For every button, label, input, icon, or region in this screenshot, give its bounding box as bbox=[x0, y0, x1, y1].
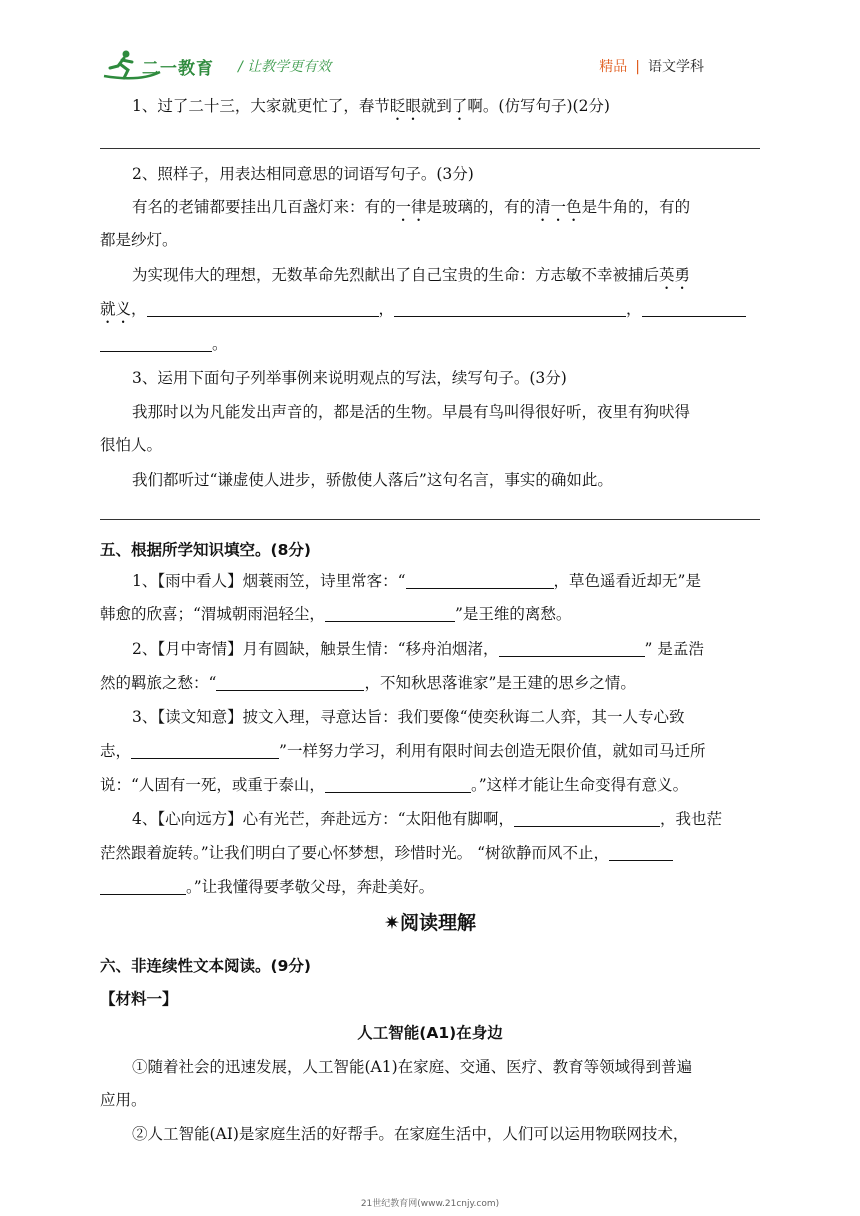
comma: ， bbox=[378, 300, 395, 318]
q4-2-answer-row bbox=[100, 298, 760, 327]
fill-blank[interactable] bbox=[100, 335, 212, 352]
fill-blank[interactable] bbox=[131, 742, 279, 759]
page-header bbox=[100, 48, 760, 84]
q5-1-line-2 bbox=[100, 603, 760, 625]
q5-4-line-3 bbox=[100, 876, 760, 898]
q4-2-ex-c: 是牛角的，有的 bbox=[581, 198, 691, 216]
answer-line[interactable] bbox=[100, 148, 760, 149]
q4-2-answer-row-2 bbox=[100, 333, 760, 355]
q4-1-pre: 1、过了二十三，大家就更忙了，春节 bbox=[132, 97, 390, 115]
q5-2-a: 2、【月中寄情】月有圆缺，触景生情：“移舟泊烟渚， bbox=[132, 640, 499, 658]
fill-blank[interactable] bbox=[325, 776, 471, 793]
q4-1-mid: 就到 bbox=[420, 97, 452, 115]
q5-3-line-1: 3、【读文知意】披文入理，寻意达旨：我们要像“使奕秋诲二人弈，其一人专心致 bbox=[132, 708, 685, 726]
q5-2-c: 然的羁旅之愁：“ bbox=[100, 674, 217, 692]
q5-1-a: 1、【雨中看人】烟蓑雨笠，诗里常客：“ bbox=[132, 572, 406, 590]
period: 。 bbox=[212, 335, 228, 353]
q5-2-line-2 bbox=[100, 672, 760, 694]
q5-3-line-3 bbox=[100, 774, 760, 796]
q4-2-emph-3: 英勇 bbox=[659, 266, 691, 284]
q4-2-ex-b: 是玻璃的，有的 bbox=[426, 198, 536, 216]
slogan: / 让教学更有效 bbox=[238, 59, 332, 75]
article-p1-line-2: 应用。 bbox=[100, 1091, 147, 1109]
comma: ， bbox=[626, 300, 642, 318]
q5-3-line-2 bbox=[100, 740, 760, 762]
q4-2-example bbox=[100, 196, 760, 225]
fill-blank[interactable] bbox=[514, 810, 660, 827]
fill-blank[interactable] bbox=[394, 300, 626, 317]
q4-1 bbox=[100, 95, 760, 124]
q4-3-example: 我那时以为凡能发出声音的，都是活的生物。早晨有鸟叫得很好听，夜里有狗吠得 bbox=[132, 403, 691, 421]
q5-4-line-1 bbox=[100, 808, 760, 830]
fill-blank[interactable] bbox=[325, 605, 455, 622]
material-label: 【材料一】 bbox=[100, 990, 178, 1008]
answer-line[interactable] bbox=[100, 519, 760, 520]
logo-text: 二一教育 bbox=[142, 59, 214, 79]
fill-blank[interactable] bbox=[100, 878, 186, 895]
q4-3-prompt: 我们都听过“谦虚使人进步，骄傲使人落后”这句名言，事实的确如此。 bbox=[132, 471, 613, 489]
q4-2-emph-4: 就义 bbox=[100, 300, 132, 318]
q6-title: 六、非连续性文本阅读。(9分) bbox=[100, 957, 311, 975]
page-footer: 21世纪教育网(www.21cnjy.com) bbox=[360, 1199, 500, 1209]
q5-3-d: 说：“人固有一死，或重于泰山， bbox=[100, 776, 325, 794]
q4-3-example-cont: 很怕人。 bbox=[100, 436, 163, 454]
q5-1-d: ”是王维的离愁。 bbox=[454, 605, 572, 623]
reading-section-heading: ✷阅读理解 bbox=[384, 912, 476, 934]
q5-3-b: 志， bbox=[100, 742, 132, 760]
q4-1-emph-2: 了 bbox=[451, 97, 468, 115]
q5-2-b: ” 是孟浩 bbox=[644, 640, 704, 658]
q4-1-post: 啊。(仿写句子)(2分) bbox=[467, 97, 610, 115]
q5-2-d: ，不知秋思落谁家”是王建的思乡之情。 bbox=[364, 674, 636, 692]
q4-2-emph-1: 一律 bbox=[395, 198, 427, 216]
q4-2-prompt-a: 为实现伟大的理想，无数革命先烈献出了自己宝贵的生命：方志敏不幸被捕后 bbox=[132, 266, 660, 284]
q5-1-c: 韩愈的欣喜；“渭城朝雨浥轻尘， bbox=[100, 605, 325, 623]
q4-3-title: 3、运用下面句子列举事例来说明观点的写法，续写句子。(3分) bbox=[132, 369, 567, 387]
comma: ， bbox=[131, 300, 147, 318]
header-subject bbox=[599, 56, 704, 76]
article-title: 人工智能(A1)在身边 bbox=[357, 1024, 503, 1042]
q4-2-emph-2: 清一色 bbox=[535, 198, 582, 216]
q4-2-ex-a: 有名的老铺都要挂出几百盏灯来：有的 bbox=[132, 198, 396, 216]
q5-4-b: ，我也茫 bbox=[660, 810, 723, 828]
q4-2-prompt bbox=[100, 264, 760, 293]
fill-blank[interactable] bbox=[609, 844, 673, 861]
fill-blank[interactable] bbox=[499, 640, 645, 657]
q5-4-line-2 bbox=[100, 842, 760, 864]
fill-blank[interactable] bbox=[406, 572, 554, 589]
q5-3-e: 。”这样才能让生命变得有意义。 bbox=[470, 776, 689, 794]
q5-3-c: ”一样努力学习，利用有限时间去创造无限价值，就如司马迁所 bbox=[279, 742, 706, 760]
q5-4-d: 。”让我懂得要孝敬父母，奔赴美好。 bbox=[186, 878, 435, 896]
q5-4-c: 茫然跟着旋转。”让我们明白了要心怀梦想，珍惜时光。 “树欲静而风不止， bbox=[100, 844, 610, 862]
header-separator: | bbox=[635, 59, 640, 75]
q4-2-title: 2、照样子，用表达相同意思的词语写句子。(3分) bbox=[132, 165, 474, 183]
fill-blank[interactable] bbox=[216, 674, 364, 691]
q5-1-b: ，草色遥看近却无”是 bbox=[553, 572, 701, 590]
q5-1-line-1 bbox=[100, 570, 760, 592]
article-p2-line-1: ②人工智能(AI)是家庭生活的好帮手。在家庭生活中，人们可以运用物联网技术， bbox=[132, 1125, 689, 1143]
subject-label: 语文学科 bbox=[648, 59, 704, 75]
fill-blank[interactable] bbox=[642, 300, 746, 317]
q5-title: 五、根据所学知识填空。(8分) bbox=[100, 541, 311, 559]
fill-blank[interactable] bbox=[147, 300, 379, 317]
jingpin-label: 精品 bbox=[599, 59, 628, 75]
q5-2-line-1 bbox=[100, 638, 760, 660]
q4-2-example-cont: 都是纱灯。 bbox=[100, 231, 178, 249]
q4-1-emph-1: 眨眼 bbox=[389, 97, 421, 115]
article-p1-line-1: ①随着社会的迅速发展，人工智能(A1)在家庭、交通、医疗、教育等领域得到普遍 bbox=[132, 1058, 693, 1076]
q5-4-a: 4、【心向远方】心有光芒，奔赴远方：“太阳他有脚啊， bbox=[132, 810, 515, 828]
